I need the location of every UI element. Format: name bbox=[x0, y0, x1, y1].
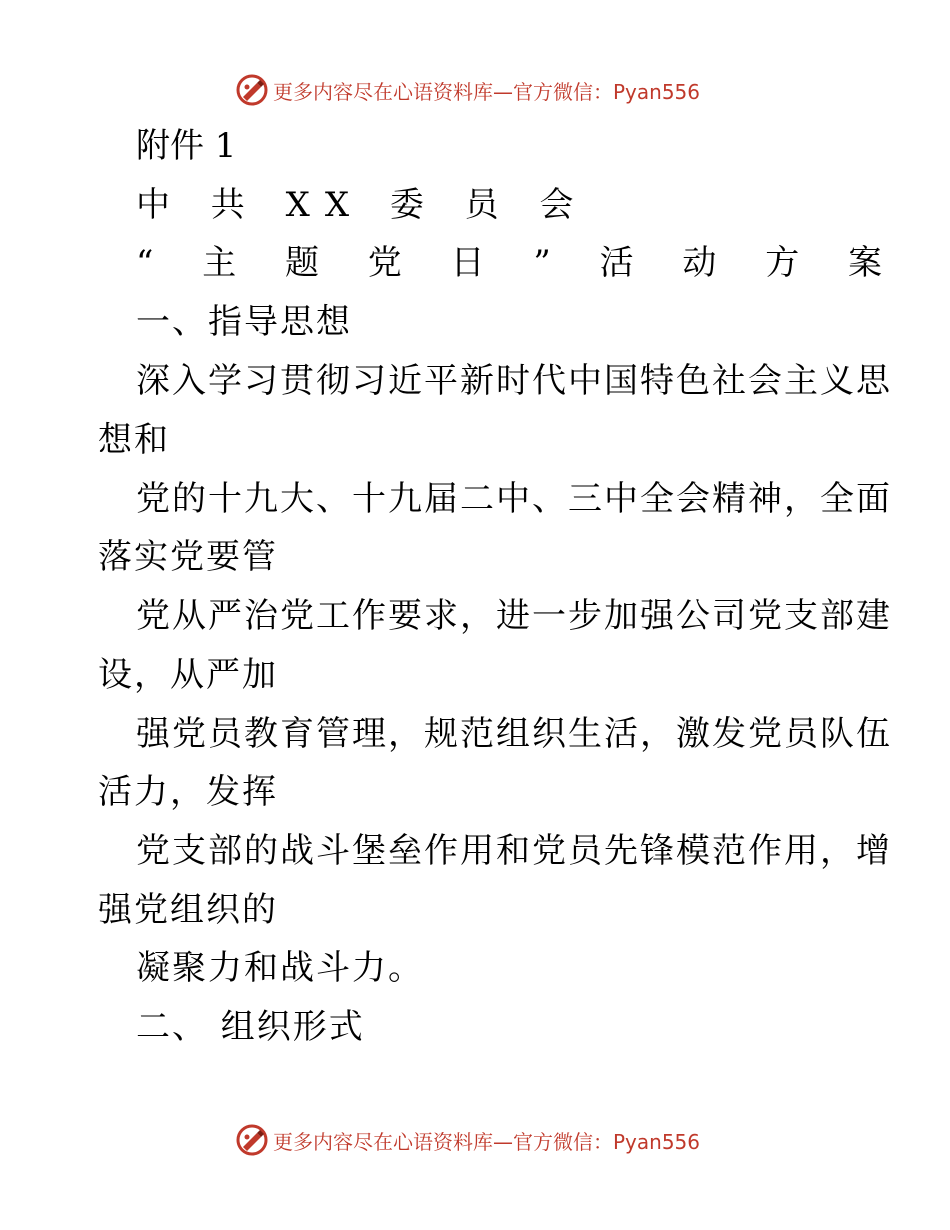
watermark-text-top: 更多内容尽在心语资料库—官方微信：Pyan556 bbox=[273, 79, 701, 104]
org-name: 中 共 XX 委 员 会 bbox=[136, 185, 589, 225]
document-title: “ 主 题 党 日 ” 活 动 方 案 bbox=[136, 243, 902, 283]
pen-seal-logo-icon bbox=[235, 73, 269, 107]
watermark-banner-bottom bbox=[235, 1122, 715, 1158]
pen-seal-logo-icon bbox=[235, 1123, 269, 1157]
paragraph-line: 活力，发挥 bbox=[98, 772, 278, 812]
watermark-banner-top bbox=[235, 72, 715, 108]
section1-heading: 一、指导思想 bbox=[136, 302, 352, 342]
paragraph-line: 强党员教育管理，规范组织生活，激发党员队伍 bbox=[136, 714, 892, 754]
watermark-text-bottom: 更多内容尽在心语资料库—官方微信：Pyan556 bbox=[273, 1129, 701, 1154]
attachment-label: 附件 1 bbox=[136, 126, 237, 166]
paragraph-line: 深入学习贯彻习近平新时代中国特色社会主义思 bbox=[136, 361, 892, 401]
paragraph-line: 党从严治党工作要求，进一步加强公司党支部建 bbox=[136, 596, 892, 636]
paragraph-line: 落实党要管 bbox=[98, 537, 278, 577]
paragraph-line: 党的十九大、十九届二中、三中全会精神，全面 bbox=[136, 479, 892, 519]
paragraph-line: 凝聚力和战斗力。 bbox=[136, 948, 424, 988]
paragraph-line: 设，从严加 bbox=[98, 655, 278, 695]
paragraph-line: 强党组织的 bbox=[98, 890, 278, 930]
paragraph-line: 党支部的战斗堡垒作用和党员先锋模范作用，增 bbox=[136, 831, 892, 871]
paragraph-line: 想和 bbox=[98, 420, 170, 460]
section2-heading: 二、 组织形式 bbox=[136, 1007, 365, 1047]
